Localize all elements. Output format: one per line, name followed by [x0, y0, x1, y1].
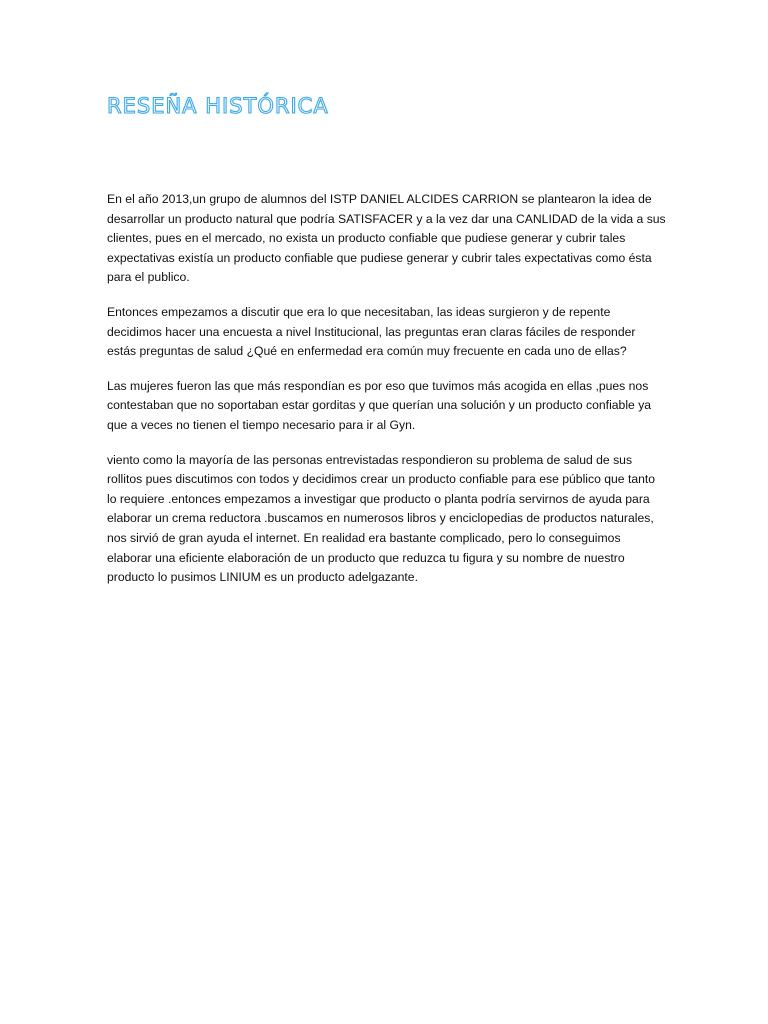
paragraph-1: En el año 2013,un grupo de alumnos del ISTP DANIEL ALCIDES CARRION se plantearon la idea de desarrollar un producto natural que podría SATISFACER y a la vez dar una CANLIDAD de la vida a sus clientes, pues en el mercado, no exista un producto confiable que pudiese generar y cubrir tales expectativas existía un producto confiable que pudiese generar y cubrir tales expectativas como ésta para el publico. [107, 192, 666, 285]
paragraph-4: viento como la mayoría de las personas entrevistadas respondieron su problema de salud de sus rollitos pues discutimos con todos y decidimos crear un producto confiable para ese público que tanto lo requiere .entonces empezamos a investigar que producto o planta podría servirnos de ayuda para elaborar un crema reductora .buscamos en numerosos libros y enciclopedias de productos naturales, nos sirvió de gran ayuda el internet. En realidad era bastante complicado, pero lo conseguimos elaborar una eficiente elaboración de un producto que reduzca tu figura y su nombre de nuestro producto lo pusimos LINIUM es un producto adelgazante. [107, 452, 656, 585]
paragraph-2: Entonces empezamos a discutir que era lo que necesitaban, las ideas surgieron y de repente decidimos hacer una encuesta a nivel Institucional, las preguntas eran claras fáciles de responder estás preguntas de salud ¿Qué en enfermedad era común muy frecuente en cada uno de ellas? [107, 304, 636, 359]
page-title: RESEÑA HISTÓRICA [107, 94, 329, 118]
document-body [107, 190, 667, 603]
paragraph-3: Las mujeres fueron las que más respondían es por eso que tuvimos más acogida en ellas ,pues nos contestaban que no soportaban estar gorditas y que querían una solución y un producto confiable ya que a veces no tienen el tiempo necesario para ir al Gyn. [107, 378, 652, 432]
